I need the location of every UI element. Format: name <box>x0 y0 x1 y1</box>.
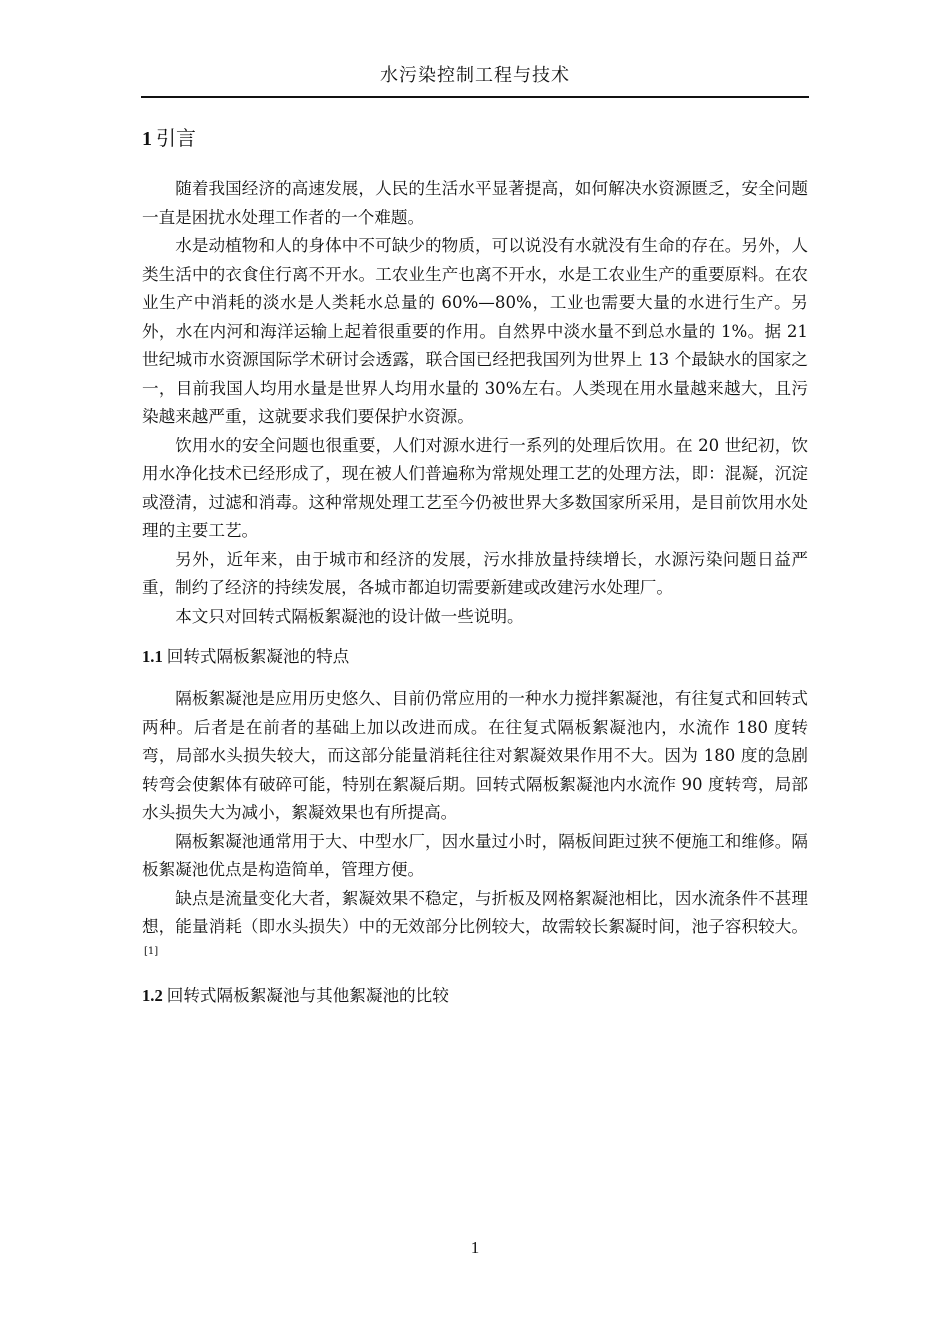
paragraph-with-citation <box>142 885 808 971</box>
page-number: 1 <box>470 1238 480 1257</box>
section-heading-1-1 <box>142 641 808 673</box>
paragraph: 饮用水的安全问题也很重要，人们对源水进行一系列的处理后饮用。在 20 世纪初，饮用水净化技术已经形成了，现在被人们普遍称为常规处理工艺的处理方法，即：混凝，沉淀或澄清，过滤和消毒。这种常规处理工艺至今仍被世界大多数国家所采用，是目前饮用水处理的主要工艺。 <box>142 435 808 540</box>
paragraph: 另外，近年来，由于城市和经济的发展，污水排放量持续增长，水源污染问题日益严重，制约了经济的持续发展，各城市都迫切需要新建或改建污水处理厂。 <box>142 549 808 597</box>
paragraph: 随着我国经济的高速发展，人民的生活水平显著提高，如何解决水资源匮乏，安全问题一直是困扰水处理工作者的一个难题。 <box>142 179 808 227</box>
subsection-title-text: 回转式隔板絮凝池与其他絮凝池的比较 <box>166 986 449 1005</box>
section-title-text: 引言 <box>156 126 196 150</box>
section-number: 1 <box>142 128 152 150</box>
paragraph: 隔板絮凝池通常用于大、中型水厂，因水量过小时，隔板间距过狭不便施工和维修。隔板絮凝池优点是构造简单，管理方便。 <box>142 831 808 879</box>
paragraph: 隔板絮凝池是应用历史悠久、目前仍常应用的一种水力搅拌絮凝池，有往复式和回转式两种。后者是在前者的基础上加以改进而成。在往复式隔板絮凝池内，水流作 180 度转弯，局部水头损失较大，而这部分能量消耗往往对絮凝效果作用不大。因为 180 度的急剧转弯会使絮体有破碎可能，特别在絮凝后期。回转式隔板絮凝池内水流作 90 度转弯，局部水头损失大为减小，絮凝效果也有所提高。 <box>142 689 808 822</box>
section-heading-1 <box>142 118 808 159</box>
subsection-title-text: 回转式隔板絮凝池的特点 <box>166 647 350 666</box>
citation-ref[interactable]: [1] <box>144 945 159 957</box>
paragraph: 本文只对回转式隔板絮凝池的设计做一些说明。 <box>175 606 524 626</box>
paragraph: 水是动植物和人的身体中不可缺少的物质，可以说没有水就没有生命的存在。另外，人类生活中的衣食住行离不开水。工农业生产也离不开水，水是工农业生产的重要原料。在农业生产中消耗的淡水是人类耗水总量的 60%—80%，工业也需要大量的水进行生产。另外，水在内河和海洋运输上起着很重要的作用。自然界中淡水量不到总水量的 1%。据 21 世纪城市水资源国际学术研讨会透露，联合国已经把我国列为世界上 13 个最缺水的国家之一，目前我国人均用水量是世界人均用水量的 30%左右。人类现在用水量越来越大，且污染越来越严重，这就要求我们要保护水资源。 <box>142 236 808 426</box>
section-heading-1-2 <box>142 980 808 1012</box>
running-header: 水污染控制工程与技术 <box>380 65 570 86</box>
subsection-number: 1.1 <box>142 647 163 666</box>
header-rule <box>141 96 809 98</box>
paragraph-text: 缺点是流量变化大者，絮凝效果不稳定，与折板及网格絮凝池相比，因水流条件不甚理想，能量消耗（即水头损失）中的无效部分比例较大，故需较长絮凝时间，池子容积较大。 <box>142 888 808 936</box>
document-body <box>142 118 808 1024</box>
subsection-number: 1.2 <box>142 986 163 1005</box>
